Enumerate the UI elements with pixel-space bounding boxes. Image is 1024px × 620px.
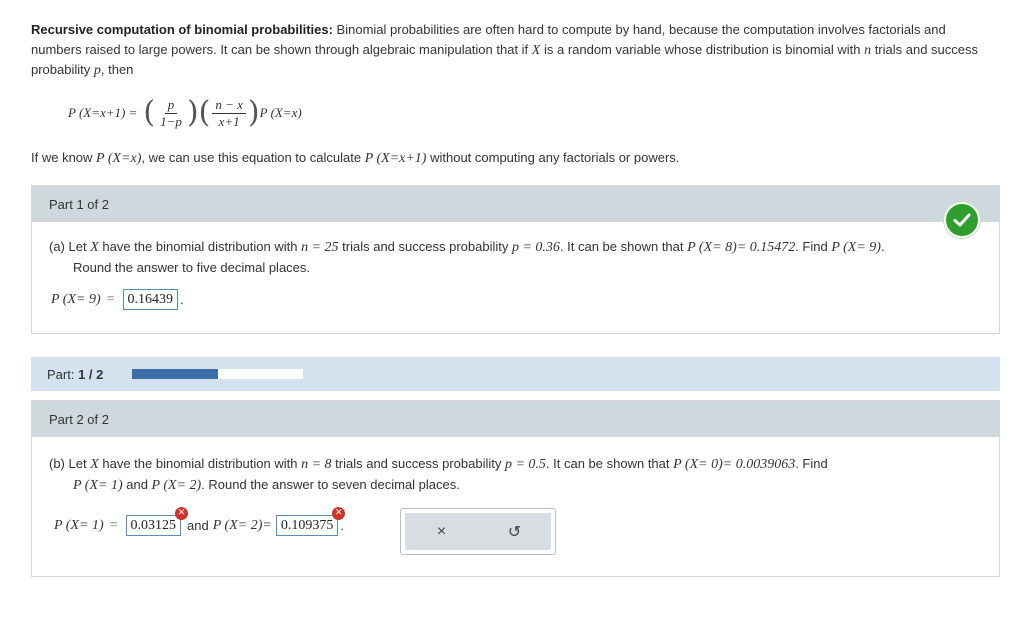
clear-button[interactable]: [422, 517, 462, 547]
answer-2a-value: 0.03125: [130, 518, 177, 533]
fraction-p: [157, 97, 185, 130]
answer-2b-field[interactable]: [276, 508, 343, 536]
answer-and: and: [187, 518, 209, 533]
part-1-question: [49, 237, 959, 278]
part-1-answer-row: [51, 289, 184, 310]
part-2-header: Part 2 of 2: [32, 401, 999, 437]
q1-mid-1: have the binomial distribution with: [98, 239, 302, 254]
progress-bar: [31, 357, 1000, 391]
q2-mid-3: . It can be shown that: [545, 456, 674, 471]
explanation-expr-2: P (X=x+1): [364, 151, 427, 166]
intro-text-2: is a random variable whose distribution is binomial with: [540, 41, 865, 57]
q1-p-value: p = 0.36: [511, 240, 560, 255]
left-paren: (: [198, 95, 211, 130]
q1-round-instruction: Round the answer to five decimal places.: [73, 260, 311, 275]
intro-text-3: trials and success probability: [31, 41, 979, 77]
q1-end: .: [880, 239, 885, 254]
answer-2a-label: P (X= 1): [54, 517, 104, 533]
part-2-panel: [31, 400, 1000, 577]
answer-1-equals: =: [106, 291, 115, 307]
fraction-n-denominator: x+1: [218, 113, 240, 129]
recursion-formula: [68, 93, 302, 133]
q2-and: and: [122, 477, 152, 492]
part-2-answer-row: [54, 508, 344, 536]
intro-text-4: , then: [100, 62, 134, 77]
incorrect-x-icon: ✕: [332, 507, 345, 520]
fraction-p-denominator: 1−p: [160, 113, 182, 129]
q2-find-2: P (X= 2): [151, 478, 202, 493]
q2-round-instruction: . Round the answer to seven decimal places.: [201, 477, 460, 492]
tools-bar: [405, 513, 551, 550]
answer-1-period: .: [180, 292, 184, 307]
q2-pre: (b) Let: [49, 456, 91, 471]
intro-paragraph: [31, 20, 993, 81]
intro-var-n: n: [864, 42, 872, 58]
close-icon: ×: [436, 522, 447, 540]
right-paren: ): [186, 95, 199, 130]
formula-lhs: P (X=x+1) =: [68, 105, 138, 120]
part-2-question: [49, 454, 969, 496]
q1-mid-4: . Find: [795, 239, 832, 254]
explanation-pre: If we know: [31, 150, 97, 165]
undo-icon: ↺: [507, 523, 522, 541]
intro-var-x: X: [531, 42, 541, 58]
answer-2-period: .: [340, 518, 344, 533]
explanation-mid: , we can use this equation to calculate: [141, 150, 365, 165]
explanation-line: [31, 148, 679, 169]
q2-known-prob: P (X= 0)= 0.0039063: [673, 457, 796, 472]
part-1-panel: [31, 185, 1000, 334]
explanation-post: without computing any factorials or powers.: [426, 150, 680, 165]
intro-text-1: Binomial probabilities are often hard to compute by hand, because the computation involves factorials and numbers raised to large powers. It can be shown through algebraic manipulation that if: [31, 22, 946, 57]
answer-2a-equals: =: [109, 517, 118, 533]
q2-mid-1: have the binomial distribution with: [98, 456, 302, 471]
intro-title: Recursive computation of binomial probabilities:: [31, 22, 333, 37]
q2-find-1: P (X= 1): [73, 478, 123, 493]
q1-n-value: n = 25: [301, 240, 339, 255]
answer-2b-value: 0.109375: [280, 518, 334, 533]
undo-button[interactable]: [495, 517, 535, 547]
q1-var-x: X: [90, 240, 99, 255]
q2-mid-2: trials and success probability: [331, 456, 505, 471]
answer-2b-label: P (X= 2)=: [212, 517, 272, 533]
fraction-n: [212, 97, 246, 130]
progress-label: Part:: [47, 366, 75, 382]
q1-mid-2: trials and success probability: [338, 239, 512, 254]
q2-n-value: n = 8: [301, 457, 332, 472]
progress-fill: [132, 369, 218, 379]
explanation-expr-1: P (X=x): [96, 151, 142, 166]
fraction-p-numerator: p: [165, 97, 178, 114]
correct-check-icon: [944, 202, 980, 238]
q1-known-prob: P (X= 8)= 0.15472: [687, 240, 796, 255]
answer-2a-field[interactable]: [126, 508, 186, 536]
q2-mid-4: . Find: [795, 456, 828, 471]
intro-var-p: p: [93, 63, 101, 78]
part-1-header: Part 1 of 2: [32, 186, 999, 222]
progress-track: [132, 369, 303, 379]
right-paren: ): [247, 95, 260, 130]
fraction-n-numerator: n − x: [212, 97, 246, 114]
answer-1-field[interactable]: 0.16439: [123, 289, 179, 310]
progress-value: 1 / 2: [78, 366, 104, 382]
answer-1-label: P (X= 9): [51, 291, 101, 307]
formula-rhs: P (X=x): [259, 105, 302, 120]
incorrect-x-icon: ✕: [175, 507, 188, 520]
q2-var-x: X: [90, 457, 99, 472]
left-paren: (: [143, 95, 156, 130]
q2-p-value: p = 0.5: [504, 457, 546, 472]
answer-tools: [400, 508, 556, 555]
q1-mid-3: . It can be shown that: [559, 239, 688, 254]
q1-find: P (X= 9): [831, 240, 881, 255]
q1-pre: (a) Let: [49, 239, 91, 254]
